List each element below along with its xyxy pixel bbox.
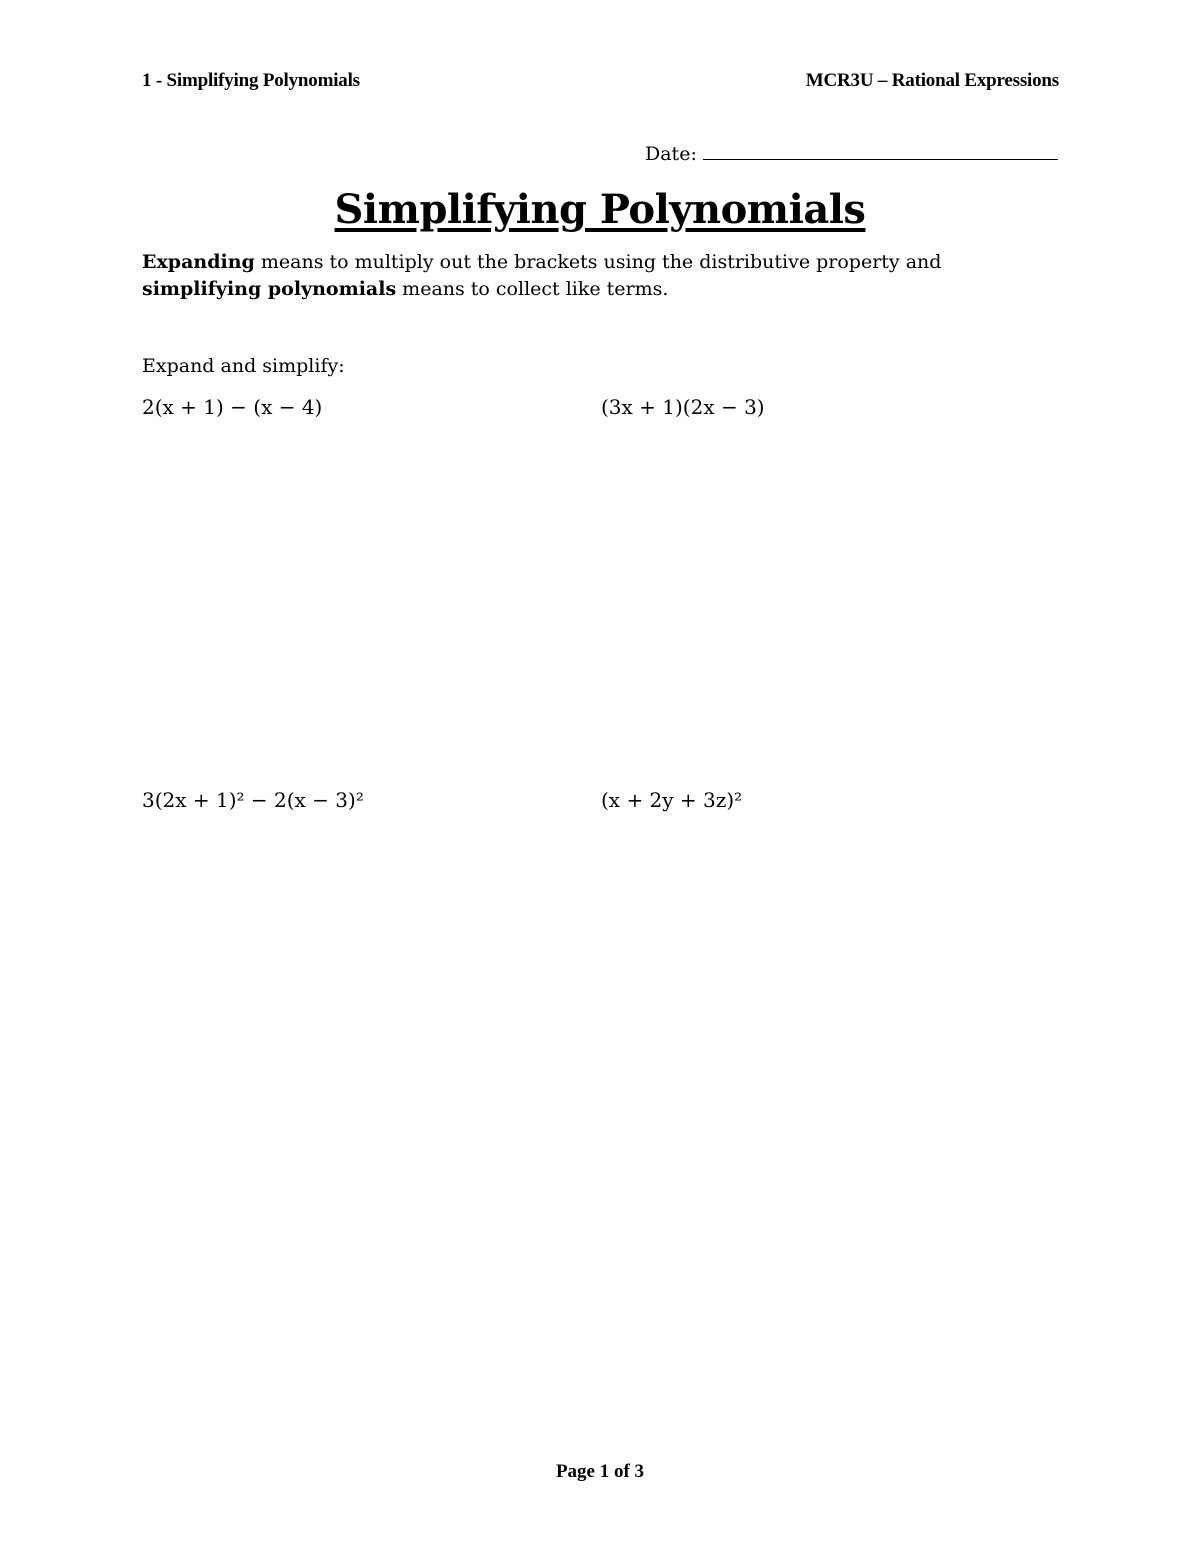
date-label: Date: [645, 143, 697, 165]
intro-paragraph [142, 249, 1022, 303]
problem-4: (x + 2y + 3z)² [601, 788, 743, 812]
problem-2: (3x + 1)(2x − 3) [601, 395, 765, 419]
header-right: MCR3U – Rational Expressions [805, 70, 1059, 91]
date-field [645, 143, 1058, 165]
intro-line-2 [142, 276, 1022, 303]
problem-3: 3(2x + 1)² − 2(x − 3)² [142, 788, 364, 812]
problem-1: 2(x + 1) − (x − 4) [142, 395, 323, 419]
instruction: Expand and simplify: [142, 355, 345, 377]
page-number: Page 1 of 3 [555, 1461, 645, 1482]
page-title: Simplifying Polynomials [334, 186, 866, 233]
header-left: 1 - Simplifying Polynomials [142, 70, 360, 91]
intro-text-1: means to multiply out the brackets using the distributive property and [254, 251, 942, 273]
term-simplifying: simplifying polynomials [142, 278, 397, 300]
term-expanding: Expanding [142, 251, 255, 273]
date-blank-line [703, 145, 1058, 160]
intro-text-2: means to collect like terms. [396, 278, 669, 300]
intro-line-1 [142, 249, 1022, 276]
